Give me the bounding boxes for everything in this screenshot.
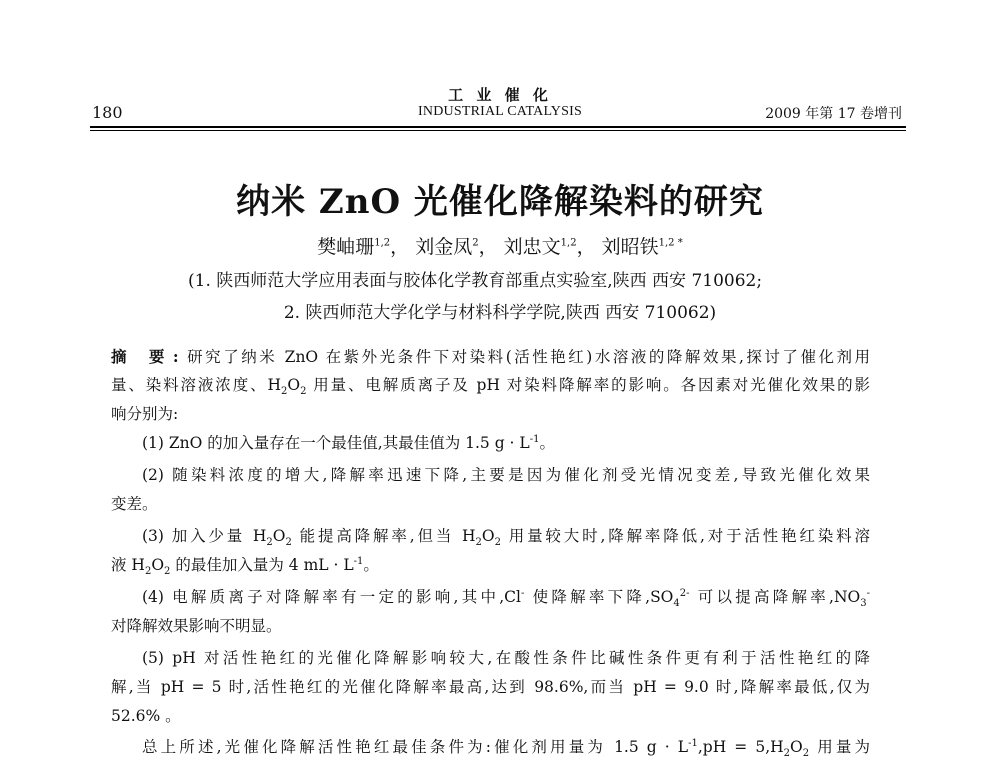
subscript: 2 bbox=[802, 748, 810, 760]
summary-text: 用量为 bbox=[809, 738, 870, 756]
header-rule-thick bbox=[90, 126, 906, 128]
author-affiliation: 1,2 bbox=[560, 237, 577, 249]
page-number: 180 bbox=[92, 103, 123, 122]
subscript: 2 bbox=[783, 748, 791, 760]
subscript: 2 bbox=[280, 386, 288, 398]
author-affiliation: 2 bbox=[472, 237, 479, 249]
summary-line-1 bbox=[111, 733, 870, 762]
abstract-text: 研究了纳米 ZnO 在紫外光条件下对染料(活性艳红)水溶液的降解效果,探讨了催化剂用 bbox=[184, 348, 870, 366]
abstract-label: 摘 要: bbox=[111, 347, 185, 366]
finding-4-line-1 bbox=[111, 583, 870, 612]
finding-3-line-1 bbox=[111, 522, 870, 551]
abstract-text: 量、染料溶液浓度、H bbox=[111, 376, 281, 394]
finding-5-line-1: (5) pH 对活性艳红的光催化降解影响较大,在酸性条件比碱性条件更有利于活性艳红的降 bbox=[142, 649, 870, 667]
superscript: - bbox=[521, 587, 525, 599]
finding-5-line-3: 52.6% 。 bbox=[111, 707, 181, 725]
finding-text: 用量较大时,降解率降低,对于活性艳红染料溶 bbox=[500, 527, 870, 545]
superscript: 2- bbox=[679, 587, 690, 599]
finding-text: (4) 电解质离子对降解率有一定的影响,其中,Cl bbox=[142, 588, 521, 606]
author-name: 刘昭铁 bbox=[601, 236, 659, 258]
subscript: 2 bbox=[300, 386, 307, 398]
author-name: 樊岫珊 bbox=[317, 236, 375, 258]
affiliation-line-2: 2. 陕西师范大学化学与材料科学学院,陕西 西安 710062) bbox=[283, 303, 717, 323]
finding-text: 。 bbox=[363, 556, 379, 574]
summary-text: O bbox=[790, 738, 803, 756]
author-separator: ， bbox=[576, 236, 602, 258]
finding-3-line-2 bbox=[111, 551, 870, 580]
finding-text: 的最佳加入量为 4 mL · L bbox=[170, 556, 354, 574]
abstract-line-1 bbox=[111, 342, 870, 372]
superscript: -1 bbox=[353, 555, 364, 567]
finding-4-line-2: 对降解效果影响不明显。 bbox=[111, 617, 282, 635]
subscript: 2 bbox=[164, 566, 171, 578]
finding-text: 可以提高降解率,NO bbox=[689, 588, 861, 606]
abstract-line-2 bbox=[111, 371, 870, 400]
abstract-text: 用量、电解质离子及 pH 对染料降解率的影响。各因素对光催化效果的影 bbox=[306, 376, 870, 394]
subscript: 2 bbox=[266, 537, 273, 549]
author-name: 刘金凤 bbox=[415, 236, 473, 258]
finding-text: 使降解率下降,SO bbox=[524, 588, 674, 606]
superscript: - bbox=[866, 587, 871, 599]
journal-title-en: INDUSTRIAL CATALYSIS bbox=[418, 104, 582, 119]
author-affiliation: 1,2 bbox=[374, 237, 391, 249]
finding-text: O bbox=[481, 527, 495, 545]
author-separator: ， bbox=[390, 236, 416, 258]
finding-text: 能提高降解率,但当 H bbox=[291, 527, 476, 545]
author-separator: ， bbox=[478, 236, 504, 258]
abstract-text: O bbox=[287, 376, 301, 394]
finding-text: 。 bbox=[539, 434, 555, 452]
finding-5-line-2: 解,当 pH = 5 时,活性艳红的光催化降解率最高,达到 98.6%,而当 pH = 9.0 时,降解率最低,仅为 bbox=[111, 678, 870, 696]
header-rule-thin bbox=[90, 130, 906, 131]
subscript: 2 bbox=[285, 537, 292, 549]
superscript: -1 bbox=[688, 737, 698, 749]
subscript: 2 bbox=[494, 537, 501, 549]
finding-2-line-2: 变差。 bbox=[111, 495, 158, 513]
issue-info: 2009 年第 17 卷增刊 bbox=[765, 106, 902, 122]
summary-text: ,pH = 5,H bbox=[697, 738, 784, 756]
author-name: 刘忠文 bbox=[503, 236, 561, 258]
summary-text: 总上所述,光催化降解活性艳红最佳条件为:催化剂用量为 1.5 g · L bbox=[142, 738, 689, 756]
paper-title: 纳米 ZnO 光催化降解染料的研究 bbox=[236, 182, 764, 222]
subscript: 2 bbox=[144, 566, 152, 578]
finding-1 bbox=[111, 429, 870, 458]
finding-text: O bbox=[272, 527, 286, 545]
finding-2-line-1: (2) 随染料浓度的增大,降解率迅速下降,主要是因为催化剂受光情况变差,导致光催化效果 bbox=[142, 466, 870, 484]
finding-text: 液 H bbox=[111, 556, 145, 574]
affiliation-line-1: (1. 陕西师范大学应用表面与胶体化学教育部重点实验室,陕西 西安 710062; bbox=[188, 271, 763, 291]
superscript: -1 bbox=[529, 433, 540, 445]
subscript: 4 bbox=[673, 598, 680, 610]
author-list bbox=[0, 232, 1000, 259]
finding-text: (3) 加入少量 H bbox=[142, 527, 267, 545]
finding-text: (1) ZnO 的加入量存在一个最佳值,其最佳值为 1.5 g · L bbox=[142, 434, 530, 452]
author-affiliation: 1,2 * bbox=[658, 237, 683, 249]
abstract-line-3: 响分别为: bbox=[111, 405, 179, 423]
subscript: 3 bbox=[860, 598, 867, 610]
finding-text: O bbox=[151, 556, 165, 574]
subscript: 2 bbox=[475, 537, 482, 549]
journal-title-cn: 工 业 催 化 bbox=[448, 86, 552, 104]
